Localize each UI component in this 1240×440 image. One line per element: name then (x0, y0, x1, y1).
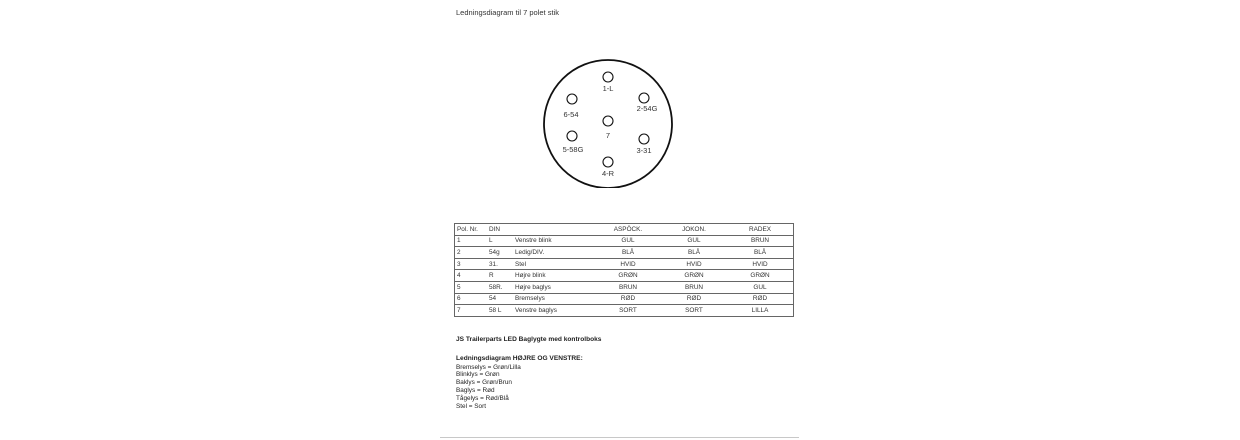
header-aspock: ASPÖCK. (595, 224, 661, 236)
table-row (455, 281, 794, 293)
cell-function: Højre baglys (509, 281, 595, 293)
pin-5-hole (567, 131, 577, 141)
cell-jokon: SORT (661, 305, 727, 317)
cell-pol: 3 (455, 258, 488, 270)
table-row (455, 305, 794, 317)
list-item: Blinklys = Grøn (456, 371, 500, 379)
cell-radex: BLÅ (727, 247, 794, 259)
plug-pin-diagram (540, 56, 680, 188)
table-header-row (455, 224, 794, 236)
pin-1-hole (603, 72, 613, 82)
cell-din: 58 L (487, 305, 509, 317)
cell-aspock: BLÅ (595, 247, 661, 259)
pin-4-hole (603, 157, 613, 167)
pin-6-hole (567, 94, 577, 104)
cell-aspock: HVID (595, 258, 661, 270)
list-item: Baklys = Grøn/Brun (456, 379, 512, 387)
cell-radex: LILLA (727, 305, 794, 317)
cell-din: L (487, 235, 509, 247)
table-row (455, 293, 794, 305)
cell-function: Venstre blink (509, 235, 595, 247)
cell-aspock: GRØN (595, 270, 661, 282)
header-jokon: JOKON. (661, 224, 727, 236)
document-title: Ledningsdiagram til 7 polet stik (456, 8, 559, 17)
pin-4-label: 4-R (601, 169, 615, 178)
cell-radex: GUL (727, 281, 794, 293)
cell-pol: 5 (455, 281, 488, 293)
header-din: DIN (487, 224, 509, 236)
table-row (455, 258, 794, 270)
cell-pol: 7 (455, 305, 488, 317)
cell-radex: BRUN (727, 235, 794, 247)
pin-2-hole (639, 93, 649, 103)
cell-function: Ledig/DIV. (509, 247, 595, 259)
table-row (455, 235, 794, 247)
table-row (455, 247, 794, 259)
header-radex: RADEX (727, 224, 794, 236)
header-function (509, 224, 595, 236)
pin-3-hole (639, 134, 649, 144)
wiring-list (456, 364, 521, 411)
pin-7-hole (603, 116, 613, 126)
cell-din: 54g (487, 247, 509, 259)
cell-aspock: BRUN (595, 281, 661, 293)
pin-3-label: 3-31 (636, 146, 652, 155)
cell-aspock: GUL (595, 235, 661, 247)
cell-radex: GRØN (727, 270, 794, 282)
pin-1-label: 1-L (602, 84, 614, 93)
cell-aspock: SORT (595, 305, 661, 317)
cell-din: 54 (487, 293, 509, 305)
list-item: Bremselys = Grøn/Lilla (456, 363, 521, 371)
cell-function: Stel (509, 258, 595, 270)
table-row (455, 270, 794, 282)
cell-din: R (487, 270, 509, 282)
product-title: JS Trailerparts LED Baglygte med kontrolboks (456, 336, 602, 343)
cell-pol: 4 (455, 270, 488, 282)
wiring-heading: Ledningsdiagram HØJRE OG VENSTRE: (456, 355, 583, 362)
cell-function: Bremselys (509, 293, 595, 305)
cell-din: 31. (487, 258, 509, 270)
cell-radex: RØD (727, 293, 794, 305)
list-item: Stel = Sort (456, 403, 487, 411)
page-bottom-edge (440, 437, 799, 438)
cell-jokon: GRØN (661, 270, 727, 282)
cell-jokon: HVID (661, 258, 727, 270)
header-pol-nr: Pol. Nr. (455, 224, 488, 236)
cell-function: Højre blink (509, 270, 595, 282)
pin-color-table (454, 223, 794, 317)
cell-din: 58R. (487, 281, 509, 293)
pin-7-label: 7 (605, 131, 611, 140)
cell-jokon: GUL (661, 235, 727, 247)
cell-radex: HVID (727, 258, 794, 270)
cell-jokon: BRUN (661, 281, 727, 293)
cell-pol: 6 (455, 293, 488, 305)
cell-jokon: RØD (661, 293, 727, 305)
cell-jokon: BLÅ (661, 247, 727, 259)
list-item: Baglys = Rød (456, 387, 495, 395)
cell-aspock: RØD (595, 293, 661, 305)
pin-6-label: 6-54 (563, 110, 579, 119)
cell-pol: 2 (455, 247, 488, 259)
list-item: Tågelys = Rød/Blå (456, 395, 509, 403)
cell-pol: 1 (455, 235, 488, 247)
pin-5-label: 5-58G (562, 145, 584, 154)
cell-function: Venstre baglys (509, 305, 595, 317)
pin-2-label: 2-54G (636, 104, 658, 113)
